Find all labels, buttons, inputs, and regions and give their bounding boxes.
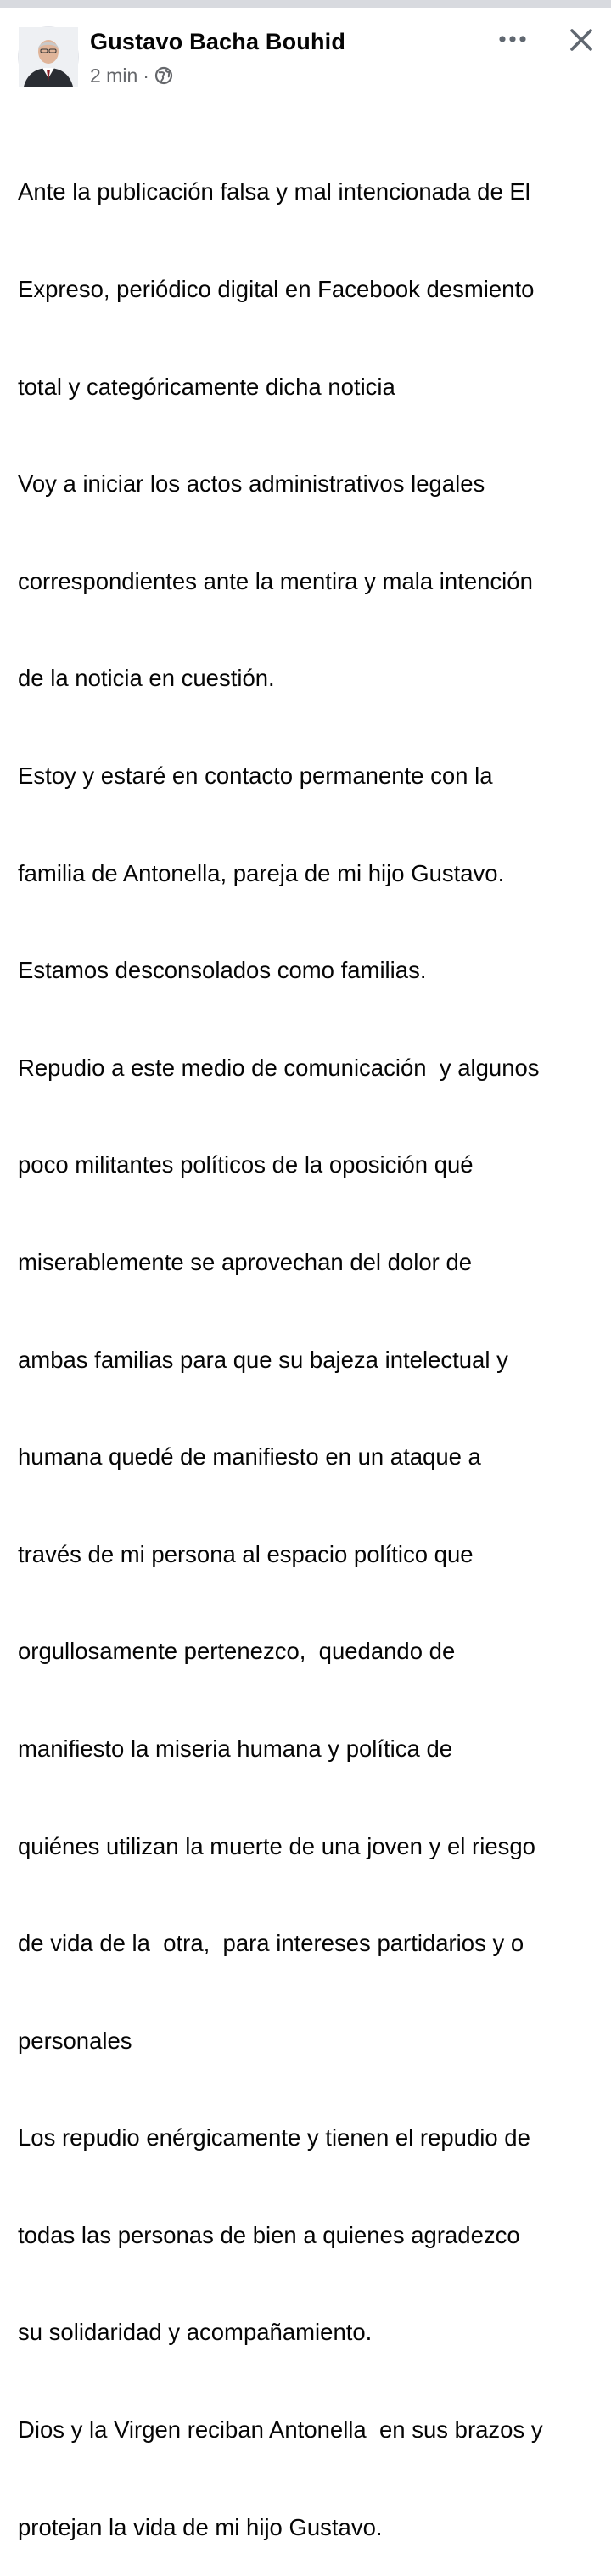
- post-text-line: todas las personas de bien a quienes agradezco: [18, 2221, 520, 2248]
- post-text-line: Repudio a este medio de comunicación y algunos: [18, 1054, 540, 1081]
- post-text-line: manifiesto la miseria humana y política de: [18, 1735, 453, 1762]
- post-text-line: Estoy y estaré en contacto permanente con la: [18, 762, 493, 789]
- globe-icon[interactable]: [154, 66, 173, 85]
- post-text-line: de vida de la otra, para intereses partidarios y o: [18, 1930, 524, 1957]
- close-button[interactable]: [563, 22, 599, 58]
- post-text-line: orgullosamente pertenezco, quedando de: [18, 1638, 456, 1665]
- post-text-line: través de mi persona al espacio político que: [18, 1540, 474, 1567]
- post-text-line: Expreso, periódico digital en Facebook desmiento: [18, 276, 535, 302]
- post-text-line: su solidaridad y acompañamiento.: [18, 2319, 373, 2346]
- more-horizontal-icon: [498, 35, 527, 43]
- close-icon: [569, 27, 594, 53]
- post-text-line: familia de Antonella, pareja de mi hijo Gustavo.: [18, 859, 505, 886]
- post-text-line: protejan la vida de mi hijo Gustavo.: [18, 2513, 383, 2540]
- meta-separator: ·: [143, 64, 149, 87]
- author-avatar[interactable]: [19, 27, 78, 87]
- post-text-line: Dios y la Virgen reciban Antonella en sus brazos y: [18, 2416, 543, 2444]
- post-text-line: poco militantes políticos de la oposición qué: [18, 1151, 474, 1178]
- post-text-line: humana quedé de manifiesto en un ataque a: [18, 1443, 481, 1471]
- post-text-line: correspondientes ante la mentira y mala intención: [18, 567, 533, 594]
- post-text-line: Los repudio enérgicamente y tienen el repudio de: [18, 2124, 530, 2151]
- post-text-line: Ante la publicación falsa y mal intencionada de El: [18, 178, 530, 205]
- post-text-line: total y categóricamente dicha noticia: [18, 373, 395, 400]
- author-name[interactable]: Gustavo Bacha Bouhid: [90, 29, 346, 54]
- post-header: [0, 8, 611, 102]
- post-text-line: Estamos desconsolados como familias.: [18, 957, 427, 984]
- post-timestamp[interactable]: 2 min: [90, 64, 138, 87]
- post-text-line: personales: [18, 2027, 132, 2054]
- more-options-button[interactable]: [496, 25, 530, 53]
- post-text: [18, 111, 603, 2576]
- post-text-line: quiénes utilizan la muerte de una joven y el riesgo: [18, 1832, 535, 1859]
- post-text-line: ambas familias para que su bajeza intelectual y: [18, 1346, 508, 1373]
- post-text-line: de la noticia en cuestión.: [18, 665, 275, 692]
- post-text-line: Voy a iniciar los actos administrativos legales: [18, 470, 485, 498]
- top-divider-strip: [0, 0, 611, 8]
- post-meta: [90, 63, 173, 88]
- post-text-line: miserablemente se aprovechan del dolor de: [18, 1248, 473, 1275]
